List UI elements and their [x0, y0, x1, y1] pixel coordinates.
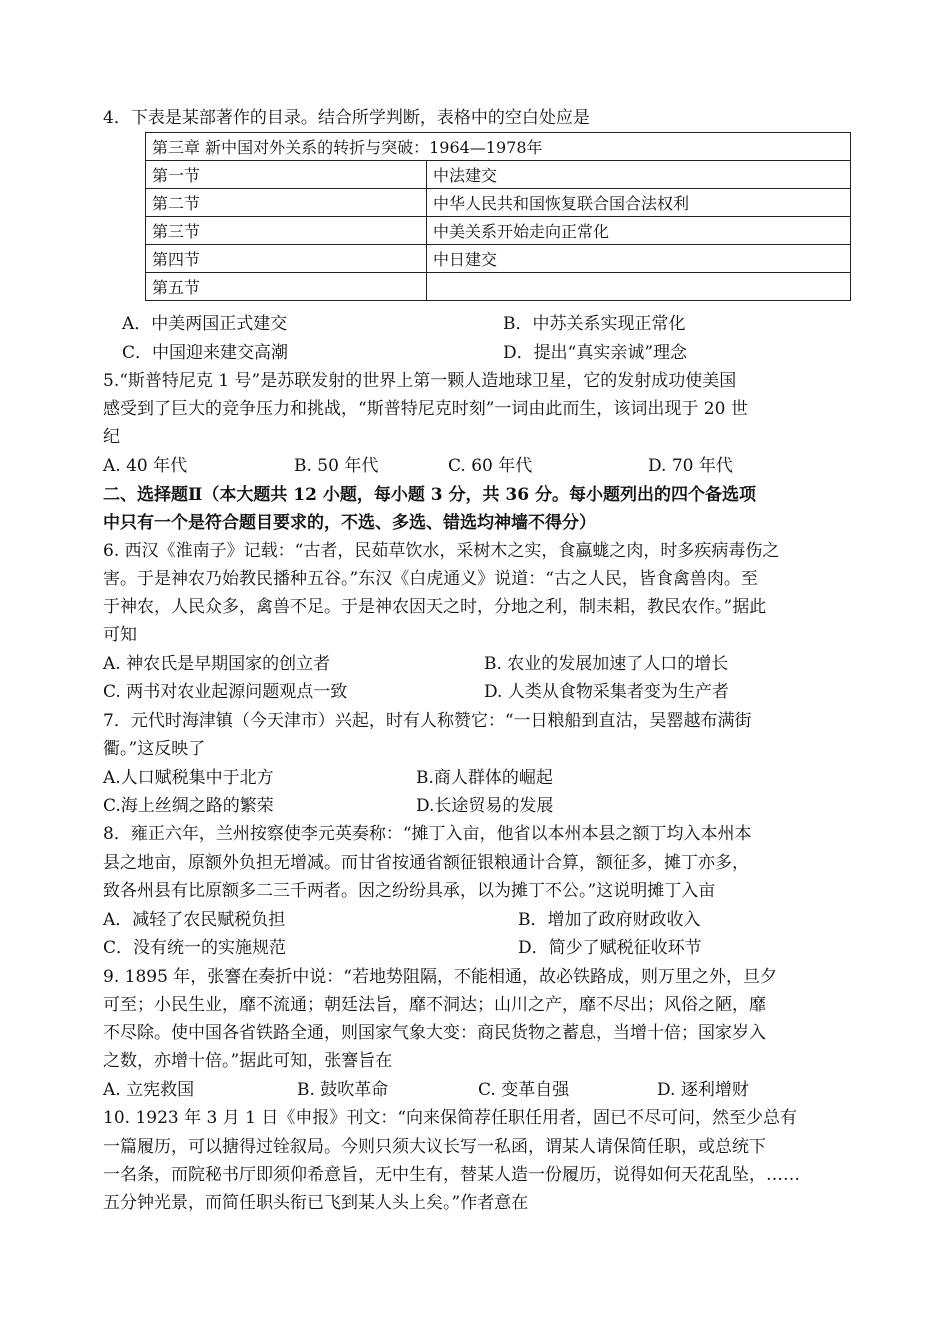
q7-line-1: 7．元代时海津镇（今天津市）兴起，时有人称赞它：“一日粮船到直沽，吴罂越布满街 — [103, 711, 752, 731]
q7-option-a: A.人口赋税集中于北方 — [103, 768, 274, 788]
q7-line-2: 衢。”这反映了 — [103, 739, 206, 759]
q5-option-b: B. 50 年代 — [294, 456, 379, 476]
q9-line-2: 可至；小民生业，靡不流通；朝廷法旨，靡不洞达；山川之产，靡不尽出；风俗之陋，靡 — [103, 995, 766, 1015]
contents-table — [145, 132, 851, 301]
section-cell: 第五节 — [146, 273, 427, 301]
q8-line-2: 县之地亩，原额外负担无增减。而甘省按通省额征银粮通计合算，额征多，摊丁亦多， — [103, 853, 749, 873]
q10-line-2: 一篇履历，可以搪得过铨叙局。今则只须大议长写一私函，谓某人请保简任职，或总统下 — [103, 1137, 766, 1157]
q4-option-a: A．中美两国正式建交 — [122, 314, 288, 334]
section-cell: 第二节 — [146, 189, 427, 217]
q10-line-4: 五分钟光景，而简任职头衔已飞到某人头上矣。”作者意在 — [103, 1193, 529, 1213]
table-row — [146, 273, 851, 301]
q7-option-c: C.海上丝绸之路的繁荣 — [103, 796, 274, 816]
section-cell: 第三节 — [146, 217, 427, 245]
q5-line-3: 纪 — [103, 427, 120, 447]
q10-line-3: 一名条，而院秘书厅即须仰希意旨，无中生有，替某人造一份履历，说得如何天花乱坠，…… — [103, 1165, 800, 1185]
table-row — [146, 161, 851, 189]
q4-stem: 4．下表是某部著作的目录。结合所学判断，表格中的空白处应是 — [103, 108, 590, 128]
table-row — [146, 245, 851, 273]
q6-option-d: D. 人类从食物采集者变为生产者 — [484, 682, 729, 702]
q5-line-1: 5.“斯普特尼克 1 号”是苏联发射的世界上第一颗人造地球卫星，它的发射成功使美国 — [103, 371, 737, 391]
q8-option-b: B．增加了政府财政收入 — [518, 910, 701, 930]
q4-option-b: B．中苏关系实现正常化 — [503, 314, 686, 334]
q9-option-c: C. 变革自强 — [478, 1080, 570, 1100]
section-2-heading-cont: 中只有一个是符合题目要求的，不选、多选、错选均神墙不得分） — [103, 513, 596, 533]
section-cell: 第四节 — [146, 245, 427, 273]
section-cell: 第一节 — [146, 161, 427, 189]
blank-cell — [427, 273, 851, 301]
table-row — [146, 189, 851, 217]
q6-line-4: 可知 — [103, 625, 137, 645]
title-cell: 中法建交 — [427, 161, 851, 189]
title-cell: 中美关系开始走向正常化 — [427, 217, 851, 245]
q8-line-3: 致各州县有比原额多二三千两者。因之纷纷具承，以为摊丁不公。”这说明摊丁入亩 — [103, 881, 716, 901]
q6-line-3: 于神农，人民众多，禽兽不足。于是神农因天之时，分地之利，制耒耜，教民农作。”据此 — [103, 597, 767, 617]
title-cell: 中华人民共和国恢复联合国合法权利 — [427, 189, 851, 217]
table-header: 第三章 新中国对外关系的转折与突破：1964—1978年 — [146, 133, 851, 161]
q9-option-b: B. 鼓吹革命 — [297, 1080, 389, 1100]
q8-option-a: A．减轻了农民赋税负担 — [103, 910, 286, 930]
q5-option-d: D. 70 年代 — [648, 456, 733, 476]
q7-option-b: B.商人群体的崛起 — [416, 768, 553, 788]
q10-line-1: 10. 1923 年 3 月 1 日《申报》刊文：“向来保简荐任职任用者，固已不尽可问，然至少总有 — [103, 1108, 798, 1128]
q5-option-a: A. 40 年代 — [103, 456, 188, 476]
q9-line-3: 不尽除。使中国各省铁路全通，则国家气象大变：商民货物之蓄息，当增十倍；国家岁入 — [103, 1023, 766, 1043]
q9-option-a: A. 立宪救国 — [103, 1080, 195, 1100]
q6-line-1: 6. 西汉《淮南子》记载：“古者，民茹草饮水，采树木之实，食蠃蛖之肉，时多疾病毒伤之 — [103, 541, 780, 561]
q9-line-4: 之数，亦增十倍。”据此可知，张謇旨在 — [103, 1051, 393, 1071]
q8-line-1: 8．雍正六年，兰州按察使李元英奏称：“摊丁入亩，他省以本州本县之额丁均入本州本 — [103, 824, 752, 844]
q6-option-b: B. 农业的发展加速了人口的增长 — [484, 654, 729, 674]
q4-option-d: D．提出“真实亲诚”理念 — [503, 343, 688, 363]
q8-option-c: C．没有统一的实施规范 — [103, 938, 287, 958]
q9-line-1: 9. 1895 年，张謇在奏折中说：“若地势阻隔，不能相通，故必铁路成，则万里之外，旦夕 — [103, 967, 777, 987]
q9-option-d: D. 逐利增财 — [657, 1080, 749, 1100]
title-cell: 中日建交 — [427, 245, 851, 273]
q5-option-c: C. 60 年代 — [448, 456, 533, 476]
q6-option-c: C. 两书对农业起源问题观点一致 — [103, 682, 348, 702]
section-2-heading: 二、选择题Ⅱ（本大题共 12 小题，每小题 3 分，共 36 分。每小题列出的四个备选项 — [103, 485, 756, 505]
q4-option-c: C．中国迎来建交高潮 — [122, 343, 289, 363]
q5-line-2: 感受到了巨大的竞争压力和挑战，“斯普特尼克时刻”一词由此而生，该词出现于 20 世 — [103, 399, 748, 419]
q6-line-2: 害。于是神农乃始教民播种五谷。”东汉《白虎通义》说道：“古之人民，皆食禽兽肉。至 — [103, 569, 758, 589]
q7-option-d: D.长途贸易的发展 — [416, 796, 554, 816]
q8-option-d: D．简少了赋税征收环节 — [518, 938, 702, 958]
q6-option-a: A. 神农氏是早期国家的创立者 — [103, 654, 331, 674]
table-row — [146, 217, 851, 245]
